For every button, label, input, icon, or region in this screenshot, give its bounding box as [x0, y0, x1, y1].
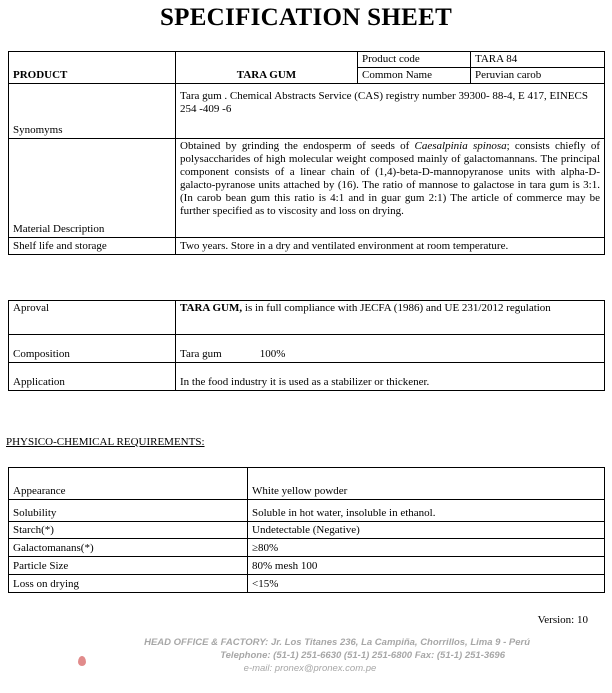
material-description-label: Material Description — [9, 139, 176, 238]
aproval-product: TARA GUM, — [180, 302, 243, 314]
aproval-label: Aproval — [9, 301, 176, 335]
requirement-label-appearance: Appearance — [9, 468, 248, 500]
aproval-text: is in full compliance with JECFA (1986) and UE 231/2012 regulation — [242, 302, 551, 314]
composition-name: Tara gum — [180, 348, 222, 360]
requirement-label-solubility: Solubility — [9, 500, 248, 522]
common-name-value: Peruvian carob — [471, 68, 605, 84]
application-value: In the food industry it is used as a stabilizer or thickener. — [176, 363, 605, 391]
product-label: PRODUCT — [9, 52, 176, 84]
synonyms-label: Synomyms — [9, 84, 176, 139]
approval-table — [8, 300, 605, 391]
requirements-table — [8, 467, 605, 593]
common-name-label: Common Name — [358, 68, 471, 84]
synonyms-value: Tara gum . Chemical Abstracts Service (CAS) registry number 39300- 88-4, E 417, EINECS 254 -409 -6 — [176, 84, 605, 139]
requirement-label-galactomanans: Galactomanans(*) — [9, 539, 248, 557]
requirement-label-loss-on-drying: Loss on drying — [9, 575, 248, 593]
composition-percent: 100% — [259, 348, 286, 360]
material-text-pre: Obtained by grinding the endosperm of seeds of — [180, 140, 415, 152]
requirement-value-solubility: Soluble in hot water, insoluble in ethanol. — [248, 500, 605, 522]
aproval-value — [176, 301, 605, 335]
physico-chemical-heading: PHYSICO-CHEMICAL REQUIREMENTS: — [6, 436, 205, 448]
version-label: Version: 10 — [537, 614, 588, 626]
requirement-label-starch: Starch(*) — [9, 522, 248, 539]
product-code-value: TARA 84 — [471, 52, 605, 68]
requirement-value-galactomanans: ≥80% — [248, 539, 605, 557]
requirement-value-starch: Undetectable (Negative) — [248, 522, 605, 539]
shelf-life-value: Two years. Store in a dry and ventilated environment at room temperature. — [176, 238, 605, 255]
footer-phone: Telephone: (51-1) 251-6630 (51-1) 251-6800 Fax: (51-1) 251-3696 — [220, 650, 505, 661]
application-label: Application — [9, 363, 176, 391]
page-title: SPECIFICATION SHEET — [159, 4, 453, 31]
footer-address: HEAD OFFICE & FACTORY: Jr. Los Titanes 236, La Campiña, Chorrillos, Lima 9 - Perú — [144, 637, 530, 648]
requirement-label-particle-size: Particle Size — [9, 557, 248, 575]
requirement-value-loss-on-drying: <15% — [248, 575, 605, 593]
requirement-value-particle-size: 80% mesh 100 — [248, 557, 605, 575]
composition-value — [176, 335, 605, 363]
material-description-value — [176, 139, 605, 238]
material-text-post: ; consists chiefly of polysaccharides of high molecular weight composed mainly of galactomannans. The principal component consists of a linear chain of (1,4)-beta-D-mannopyranose units with alpha-D-galacto-pyranose units attached by (16). The ratio of mannose to galactose in tara gum is 3:1. (In carob bean gum this ratio is 4:1 and in guar gum 2:1) The article of commerce may be further specified as to viscosity and loss on drying. — [180, 140, 600, 217]
requirement-value-appearance: White yellow powder — [248, 468, 605, 500]
composition-label: Composition — [9, 335, 176, 363]
material-species: Caesalpinia spinosa — [414, 140, 507, 152]
shelf-life-label: Shelf life and storage — [9, 238, 176, 255]
footer — [60, 636, 560, 675]
product-info-table — [8, 51, 605, 255]
footer-email: e-mail: pronex@pronex.com.pe — [243, 663, 377, 674]
product-code-label: Product code — [358, 52, 471, 68]
product-name: TARA GUM — [176, 52, 358, 84]
